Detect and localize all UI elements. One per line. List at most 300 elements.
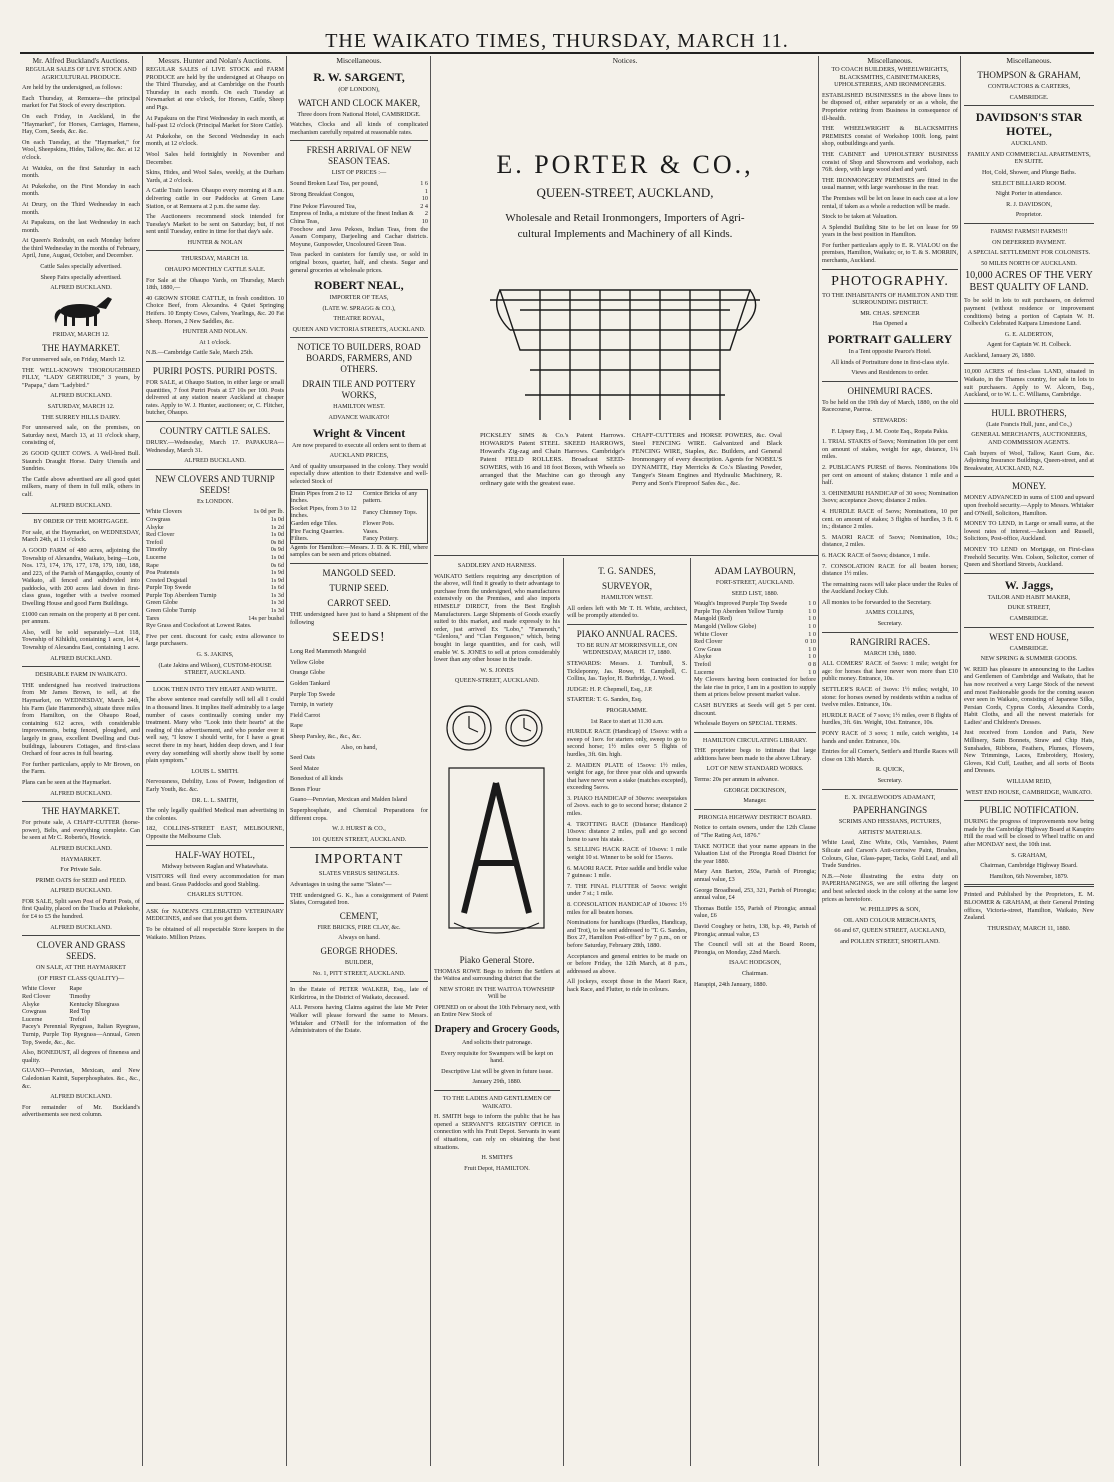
table-row: Lucerne 1s 0d [146, 553, 284, 561]
ad-text: Five per cent. discount for cash; extra allowance to large purchasers. [146, 632, 284, 648]
ad-text: Always on hand. [338, 934, 380, 942]
ad-text: THOMAS ROWE Begs to inform the Settlers at the Waitoa and surrounding district that the [434, 967, 560, 983]
ad-text: MR. CHAS. SPENCER [860, 309, 920, 317]
ad-text: On each Tuesday, at the "Haymarket," for Wool, Sheepskins, Hides, Tallow, &c. &c. at 12 o'clock. [22, 138, 140, 161]
imprint: Printed and Published by the Proprietors, E. M. BLOOMER & GRAHAM, at their General Printing offices, Victoria-street, Hamilton, Waikato, New Zealand. [964, 891, 1094, 922]
list-item: Bonedust of all kinds [290, 775, 343, 783]
ad-text: H. SMITH begs to inform the public that he has opened a SERVANT'S REGISTRY OFFICE in connection with his Fruit Depot. Servants in want of situations, can rely on obtaining the best situations. [434, 1113, 560, 1151]
ad-text: GENERAL MERCHANTS, AUCTIONEERS, AND COMMISSION AGENTS. [971, 431, 1087, 447]
ad-text: Three doors from National Hotel, CAMBRIDGE. [297, 110, 421, 118]
porter-right-list [632, 432, 782, 552]
ad-heading: CARROT SEED. [327, 597, 391, 608]
ad-text: Teas packed in canisters for family use, or sold in original boxes, quarter, half, and chests. Sugar and general groceries at wholesale prices. [290, 251, 428, 274]
ad-text: Each Thursday, at Remuera—the principal market for Fat Stock of every description. [22, 94, 140, 110]
ad-text: FIRE BRICKS, FIRE CLAY, &c. [317, 923, 401, 931]
ad-text: Harapipi, 24th January, 1880. [694, 980, 768, 988]
ad-heading: RANGIRIRI RACES. [849, 636, 930, 647]
ad-text: Wool Sales held fortnightly in November and December. [146, 150, 284, 166]
ad-text: HAMILTON WEST. [333, 403, 385, 411]
ad-heading: CLOVER AND GRASS SEEDS. [36, 940, 126, 962]
table-row: Alsyke Kentucky Bluegrass [22, 1000, 120, 1008]
ad-heading: PAPERHANGINGS [852, 805, 928, 816]
ad-text: In the Estate of PETER WALKER, Esq., late of Kirikiriroa, in the District of Waikato, deceased. [290, 986, 428, 1001]
ad-text: SLATES VERSUS SHINGLES. [318, 870, 400, 878]
tea-price-table [290, 180, 428, 226]
ad-text: Stock to be taken at Valuation. [822, 213, 898, 221]
ad-text: DRURY.—Wednesday, March 17. PAPAKURA—Wednesday, March 31. [146, 438, 284, 454]
ad-heading: ADAM LAYBOURN, [714, 566, 796, 576]
ad-text: IMPORTER OF TEAS, [329, 294, 389, 302]
ad-signature: R. J. DAVIDSON, [1006, 200, 1052, 208]
ad-text: DURING the progress of improvements now being made by the Cambridge Highway Board at Karapiro Hill the road will be closed to Wheel traffic on and after MONDAY next, the 10th inst. [964, 818, 1094, 848]
ad-signature: HUNTER AND NOLAN. [182, 328, 248, 336]
ad-text: ALL COMERS' RACE of 5sovs: 1 mile; weight for age: for horses that have never won more than £10 public money. Entrance, 10s. [822, 660, 958, 683]
ad-text: Plans can be seen at the Haymarket. [22, 778, 112, 786]
table-row: Alsyke 1s 2d [146, 523, 284, 531]
list-item: Golden Tankard [290, 679, 330, 687]
ad-text: 26 GOOD QUIET COWS. A Well-bred Bull. Staunch Draught Horse. Dairy Utensils and Sundries. [22, 449, 140, 473]
ad-heading: W. Jaggs, [1004, 577, 1054, 592]
porter-ad-rule [434, 555, 818, 556]
ad-signature: ALFRED BUCKLAND. [50, 654, 112, 662]
ad-text: 4. TROTTING RACE (Distance Handicap) 10sovs: distance 2 miles, pull and go second horse to save his stake. [567, 820, 687, 843]
ad-text: At 1 o'clock. [199, 338, 231, 346]
ad-heading: T. G. SANDES, [598, 566, 656, 576]
ad-heading: NEW CLOVERS AND TURNIP SEEDS! [155, 473, 275, 495]
ad-text: THE WELL-KNOWN THOROUGHBRED FILLY, "LADY GERTRUDE," 3 years, by "Papapa," dam "Ladybird." [22, 366, 140, 389]
ad-text: WAIKATO Settlers requiring any description of the above, will find it greatly to their advantage to purchase from the undersigned, who manufactures extensively on the Premises, and also imports HIMSELF DIRECT, from the Best English Manufacturers. Large Shipments of Goods exactly suited to this market, and made expressly to his order, just arrived Ex "Lobo," "Famenoth," "Glenlora," and "Clan Fergusson," which, being bought in large quantities, and for cash, will enable W. S. JONES to sell at prices considerably lower than any other house in the trade. [434, 572, 560, 664]
ad-heading: NOTICE TO BUILDERS, ROAD BOARDS, FARMERS, AND OTHERS. [297, 342, 421, 375]
ad-text: White Lead, Zinc White, Oils, Varnishes, Patent Silicate and Carson's Anti-corrosive Paint, Brushes, Colours, Glue, Glass-paper, Tacks, Gold Leaf, and all Trade Sundries. [822, 839, 958, 870]
ad-text: PRIME OATS for SEED and FEED. [35, 876, 127, 884]
ad-text: The Auctioneers recommend stock intended for Tuesday's Market to be sent on Saturday; but, if not sent until Tuesday, entire in time for that day's sale. [146, 213, 284, 236]
column-heading: Miscellaneous. [1006, 56, 1052, 65]
ad-text: Advantages in using the same "Slates"— [290, 881, 392, 889]
ad-text: ON DEFERRED PAYMENT. [992, 238, 1066, 246]
ad-signature: ALFRED BUCKLAND. [50, 284, 112, 292]
ad-heading: THOMPSON & GRAHAM, [977, 70, 1081, 80]
list-item: Seed Maize [290, 764, 320, 772]
column-rule [286, 56, 287, 1466]
ad-text: CONTRACTORS & CARTERS, [987, 83, 1071, 90]
ad-text: SELECT BILLIARD ROOM. [991, 179, 1067, 187]
ad-text: Has Opened a [872, 320, 908, 328]
ad-heading: FRESH ARRIVAL OF NEW SEASON TEAS. [306, 145, 412, 167]
table-row: Poa Pratensis 1s 9d [146, 569, 284, 577]
ad-signature: CHARLES SUTTON. [187, 891, 243, 899]
ad-text: 101 QUEEN STREET, AUCKLAND. [311, 835, 407, 843]
ad-text: Chairman. [742, 969, 768, 977]
table-row: Red Clover 1s 0d [146, 531, 284, 539]
ad-text: 40 GROWN STORE CATTLE, in fresh condition. 10 Choice Beef, from Alexandra. 4 Quiet Springing Heifers. 10 Empty Cows, Calves, Yearlings, &c. 20 Fat Sheep. Horses, 2 New Saddles, &c. [146, 294, 284, 325]
list-item: Orange Globe [290, 669, 325, 677]
ad-text: HURDLE RACE of 7 sovs; 1½ miles, over 8 flights of hurdles, 3ft. 6in. Weight, 10st. Entrance, 10s. [822, 711, 958, 727]
list-item: Long Red Mammoth Mangold [290, 648, 366, 656]
ad-text: 2. MAIDEN PLATE of 15sovs: 1½ miles, weight for age, for three year olds and upwards that have never won a stake (matches excepted), exceeding 5sovs. [567, 761, 687, 792]
pottery-table [290, 489, 428, 544]
ad-text: NEW STORE IN THE WAITOA TOWNSHIP Will be [439, 985, 555, 1001]
column-1 [22, 66, 140, 1476]
ad-heading: PIAKO ANNUAL RACES. [576, 628, 678, 639]
ad-text: 5. SELLING HACK RACE of 10sovs: 1 mile weight 10 st. Winner to be sold for 15sovs. [567, 846, 687, 862]
list-item: Rape [290, 722, 303, 730]
table-row: Mangold (Red) 1 0 [694, 615, 816, 623]
ad-text: Nominations for handicaps (Hurdles, Handicap, and Trot), to be sent addressed to "T. G. Sandes, Box 27, Hamilton Post-office" by 7 p.m., on or before Saturday, February 28th, 1880. [567, 919, 687, 949]
ad-text: THEATRE ROYAL, [333, 315, 385, 323]
ad-text: ON SALE, AT THE HAYMARKET [35, 964, 127, 972]
ad-heading: DAVIDSON'S STAR HOTEL, [975, 110, 1083, 139]
ad-heading: LOOK THEN INTO THY HEART AND WRITE. [152, 685, 278, 693]
ad-text: OIL AND COLOUR MERCHANTS, [843, 916, 937, 924]
table-row: Tares 14s per bushel [146, 614, 284, 622]
ad-heading: Wright & Vincent [312, 425, 406, 440]
table-row: Crested Dogstail 1s 9d [146, 576, 284, 584]
ad-text: 2. PUBLICAN'S PURSE of 8sovs. Nominations 10s per cent on amount of stakes; distance 1 mile and a half. [822, 463, 958, 487]
ad-text: Wholesale Buyers on SPECIAL TERMS. [694, 720, 797, 728]
table-row: Drain Pipes from 2 to 12 inches. Cornice Bricks of any pattern. [291, 489, 418, 505]
table-row: Trefoil 0s 8d [146, 538, 284, 546]
ad-text: Terms: 20s per annum in advance. [694, 776, 779, 784]
ad-text: WEST END HOUSE, CAMBRIDGE, WAIKATO. [966, 788, 1092, 796]
ad-text: Rye Grass and Cocksfoot at Lowest Rates. [146, 622, 252, 630]
ad-text: 1. TRIAL STAKES of 5sovs; Nomination 10s per cent on amount of stakes, weight for age, distance, 1¼ miles. [822, 438, 958, 461]
ad-heading: ROBERT NEAL, [314, 278, 404, 293]
ad-heading: R. W. SARGENT, [313, 70, 405, 84]
ad-text: Agent for Captain W. H. Colbeck. [986, 341, 1072, 349]
table-row: Red Clover 0 10 [694, 638, 816, 646]
ad-text: THE WHEELWRIGHT & BLACKSMITHS PREMISES consist of Workshop 100ft. long, paint shop, outbuildings and yards. [822, 125, 958, 148]
ad-text: Notice to certain owners, under the 12th Clause of "The Rating Act, 1876." [694, 824, 816, 840]
ad-text: STEWARDS: [872, 417, 908, 424]
ad-text: £1000 can remain on the property at 8 per cent. per annum. [22, 610, 140, 626]
ad-heading: SEEDS! [332, 630, 386, 646]
ad-text: My Clovers having been contracted for before the late rise in price, I am in a position to supply them at prices below present market value. [694, 676, 816, 699]
ad-text: Auckland, January 26, 1880. [964, 351, 1036, 359]
ad-text: Also, will be sold separately—Lot 118, Township of Kihikihi, containing 1 acre, lot 4, Township of Alexandra East, containing 1 acre. [22, 628, 140, 652]
ad-date: FRIDAY, MARCH 12. [52, 331, 110, 339]
ad-text: And solicits their patronage. [461, 1039, 533, 1047]
ad-signature: W. J. HURST & CO., [332, 825, 386, 833]
column-8 [964, 66, 1094, 1476]
ad-text: For further particulars apply to E. R. VIALOU on the premises, Hamilton, Waikato; or, to T. & S. MORRIN, merchants, Auckland. [822, 241, 958, 265]
ad-text: 50 MILES NORTH OF AUCKLAND. [981, 259, 1077, 267]
ad-heading: OHAUPO MONTHLY CATTLE SALE. [164, 266, 266, 274]
list-item: Purple Top Swede [290, 690, 336, 698]
ad-heading: Piako General Store. [459, 954, 535, 965]
ad-text: ESTABLISHED BUSINESSES in the above lines to be disposed of, either separately or as a whole, the Proprietor retiring from Business in consequence of ill-health. [822, 91, 958, 122]
ad-text: The Cattle above advertised are all good quiet milkers, many of them in full milk, others in calf. [22, 475, 140, 498]
table-row: Socket Pipes, from 3 to 12 inches. Fancy Chimney Tops. [291, 504, 418, 520]
list-item: Superphosphate, and Chemical Preparations for different crops. [290, 807, 428, 822]
list-item: Field Carrot [290, 711, 321, 719]
ad-text: MONEY TO LEND, in Large or small sums, at the lowest rates of interest.—Jackson and Russell, Solicitors, Post-office, Auckland. [964, 520, 1094, 543]
column-rule [960, 56, 961, 1466]
ad-text: Proprietor. [1015, 211, 1043, 219]
table-row: Filters. Fancy Pottery. [291, 535, 399, 543]
column-2 [146, 66, 284, 1476]
table-row: Fire Facing Quarries. Vases. [291, 527, 379, 535]
ad-text: (Late Jakins and Wilson), CUSTOM-HOUSE STREET, AUCKLAND. [158, 661, 272, 677]
ad-text: All orders left with Mr T. H. White, architect, will be promptly attended to. [567, 604, 687, 620]
ad-text: Hamilton, 6th November, 1879. [989, 872, 1069, 880]
ad-heading: HALF-WAY HOTEL, [175, 849, 255, 860]
ad-text: STEWARDS: Messrs. J. Turnbull, S. Tickleponny, Jas. Rowe, H. Campbell, C. Collins, Jas. Taylor, H. Burbridge, J. Wood. [567, 659, 687, 683]
ad-text: For unreserved sale, on Friday, March 12. [22, 356, 126, 364]
ad-heading: PHOTOGRAPHY. [831, 273, 949, 289]
column-7 [822, 66, 958, 1476]
ad-text: FORT-STREET, AUCKLAND. [715, 579, 795, 586]
seed-price-table [694, 600, 816, 676]
ad-heading: PIRONGIA HIGHWAY DISTRICT BOARD. [698, 813, 812, 821]
ad-text: TAILOR AND HABIT MAKER, [987, 593, 1071, 601]
ad-heading: PURIRI POSTS. PURIRI POSTS. [152, 366, 278, 376]
table-row: Empress of India, a mixture of the finest Indian & China Teas, 2 10 [290, 210, 428, 225]
table-row: White Clovers 1s 0d per lb. [146, 508, 284, 516]
ad-text: Ex LONDON. [196, 497, 234, 505]
ad-text: For sale, at the Haymarket, on WEDNESDAY, March 24th, at 11 o'clock. [22, 528, 140, 544]
table-row: Strong Breakfast Congou, 1 10 [290, 187, 428, 203]
ad-text: QUEEN-STREET, AUCKLAND. [454, 677, 540, 685]
horse-illustration [22, 295, 140, 329]
ad-signature: HUNTER & NOLAN [187, 238, 243, 246]
harrow-illustration [480, 270, 770, 430]
ad-text: At Papakura, on the last Wednesday in each month. [22, 219, 140, 234]
ad-text: THE CABINET and UPHOLSTERY BUSINESS consist of Shop and Showroom and workshop, each 76ft. deep, with large wood shed and yard. [822, 150, 958, 174]
ad-heading: COUNTRY CATTLE SALES. [159, 425, 271, 436]
column-rule [430, 56, 431, 1466]
column-3 [290, 66, 428, 1476]
ad-text: FOR SALE, at Ohaupo Station, in either large or small quantities, 7 foot Puriri Posts at £7 10s per 100. Posts delivered at any station nearer Auckland at cheaper rates. Apply to W. J. Hunter, auctioneer; or, C. Flitcher, butcher, Ohaupo. [146, 379, 284, 417]
column-heading: Miscellaneous. [867, 56, 913, 65]
ad-heading: TO COACH BUILDERS, WHEELWRIGHTS, BLACKSMITHS, CABINETMAKERS, UPHOLSTERERS, AND IRONMONGERS. [831, 66, 949, 89]
column-5 [567, 562, 687, 1466]
ad-text: 4. HURDLE RACE of 5sovs; Nominations, 10 per cent. on amount of stakes; 3 flights of hurdles, 3 ft. 6 in.; distance 2 miles. [822, 507, 958, 531]
ad-heading: OHINEMURI RACES. [847, 385, 933, 396]
ad-signature: W. S. JONES [480, 666, 514, 674]
ad-text: (OF LONDON), [338, 86, 380, 93]
ad-text: 5. MAORI RACE of 5sovs; Nomination, 10s.; distance, 2 miles. [822, 533, 958, 549]
ad-text: W. REID has pleasure in announcing to the Ladies and Gentlemen of Cambridge and Waikato, that he has now received a very Large Stock of the newest and most Fashionable goods for the coming season ever seen in Waikato, consisting of Japanese Silks, Persian Cords, Cyprus Cords, Alexandra Cords, Habit Cloths, and all the newest materials for Ladies' and Children's Dresses. [964, 665, 1094, 726]
ad-text: Fruit Depot, HAMILTON. [464, 1164, 530, 1172]
ad-text: THE undersigned have just to hand a Shipment of the following [290, 610, 428, 626]
ad-text: George Broadhead, 253, 321, Parish of Pirongia; annual value, £4 [694, 886, 816, 902]
ad-text: The Council will sit at the Board Room, Pirongia, on Monday, 22nd March. [694, 941, 816, 956]
imprint-date: THURSDAY, MARCH 11, 1880. [987, 924, 1071, 932]
ad-text: 8. CONSOLATION HANDICAP of 10sovs: 1½ miles for all beaten horses. [567, 901, 687, 916]
ad-text: Are held by the undersigned, as follows: [22, 84, 123, 92]
ad-signature: ALFRED BUCKLAND. [184, 457, 246, 465]
ad-heading: PUBLIC NOTIFICATION. [979, 805, 1079, 816]
ad-text: OPENED on or about the 10th February next, with an Entire New Stock of [434, 1003, 560, 1019]
ad-text: The Premises will be let on lease in each case at a low rental, if taken as a whole a reduction will be made. [822, 194, 958, 210]
porter-line2: cultural Implements and Machinery of all Kinds. [517, 228, 733, 240]
ad-text: For further particulars, apply to Mr Brown, on the Farm. [22, 760, 140, 776]
ad-text: 3. OHINEMURI HANDICAP of 30 sovs; Nomination 3sovs; acceptance 2sovs; distance 2 miles. [822, 489, 958, 505]
ad-text: THE proprietor begs to intimate that large additions have been made to the above Library. [694, 747, 816, 762]
column-heading: Messrs. Hunter and Nolan's Auctions. [158, 56, 272, 65]
ad-text: F. Lipsey Esq., J. M. Coote Esq., Ropata Pakia. [831, 427, 949, 435]
ad-text: 3. PIAKO HANDICAP of 30sovs: sweepstakes of 2sovs. each to go to second horse; distance 2 miles. [567, 794, 687, 818]
ad-text: Midway between Raglan and Whatawhata. [161, 862, 269, 870]
ad-text: MONEY TO LEND on Mortgage, on First-class Freehold Security. Wm. Colson, Solicitor, corner of Queen and Shortland Streets, Auckland. [964, 545, 1094, 569]
ad-text: 6. HACK RACE of 5sovs; distance, 1 mile. [822, 551, 930, 559]
ad-heading: DESIRABLE FARM IN WAIKATO. [35, 671, 127, 679]
ad-text: At Pukekohe, on the Second Wednesday in each month, at 12 o'clock. [146, 132, 284, 148]
ad-text: 10,000 ACRES of first-class LAND, situated in Waikato, in the Thames country, for sale in lots to suit purchasers. Apply to W. Alcorn, Esq., Auckland, or to W. L. C. Williams, Cambridge. [964, 368, 1094, 399]
ad-text: All jockeys, except those in the Maori Race, hack Race, and Flutter, to ride in colours. [567, 978, 687, 993]
ad-heading: PROGRAMME. [606, 706, 648, 714]
ad-text: Acceptances and general entries to be made on or before Friday, the 12th March, at 8 p.m., addressed as above. [567, 952, 687, 975]
ad-heading: MANGOLD SEED. [322, 567, 396, 578]
column-6 [694, 562, 816, 1466]
ad-text: 7. THE FINAL FLUTTER of 5sovs: weight under 7 st.; 1 mile. [567, 882, 687, 898]
porter-left-list [480, 432, 625, 552]
ad-text: 66 and 67, QUEEN STREET, AUCKLAND, [834, 927, 946, 935]
table-row: Purple Top Aberdeen Yellow Turnip 1 0 [694, 607, 816, 615]
ad-text: LOT OF NEW STANDARD WORKS. [706, 765, 804, 773]
ad-text: ARTISTS' MATERIALS. [858, 828, 922, 836]
table-row: White Clover Rape [22, 985, 83, 993]
ad-text: January 29th, 1880. [472, 1078, 522, 1086]
ad-text: N.B.—Cambridge Cattle Sale, March 25th. [146, 349, 254, 357]
ad-heading: DRAIN TILE AND POTTERY WORKS, [302, 379, 416, 401]
ad-text: Manager. [743, 797, 767, 805]
ad-text: Secretary. [877, 620, 903, 628]
ad-text: MARCH 13th, 1880. [863, 649, 917, 657]
ad-date: SATURDAY, MARCH 12. [47, 403, 115, 410]
ad-text: (OF FIRST CLASS QUALITY)— [37, 974, 125, 982]
table-row: Sound Broken Leaf Tea, per pound, 1 6 [290, 179, 428, 187]
list-item: Sheep Parsley, &c., &c., &c. [290, 732, 362, 740]
ad-text: MONEY ADVANCED in sums of £100 and upward upon freehold security.—Apply to Messrs. Whitaker and O'Neill, Solicitors, Hamilton. [964, 494, 1094, 517]
ad-text: And of quality unsurpassed in the colony. They would especially draw attention to their Extensive and well-selected Stock of [290, 462, 428, 486]
ad-text: To be obtained of all respectable Store keepers in the Waikato. Million Prizes. [146, 926, 284, 941]
ad-text: CAMBRIDGE. [1009, 93, 1049, 101]
ad-text: THE undersigned G. K., has a consignment of Patent Slates, Corrugated Iron. [290, 891, 428, 907]
ad-text: A SPECIAL SETTLEMENT FOR COLONISTS. [967, 249, 1091, 257]
ad-text: On each Friday, in Auckland, in the "Haymarket", for Horses, Carriages, Harness, Hay, Corn, Seeds, &c. &c. [22, 112, 140, 136]
ad-signature: W. PHILLIPPS & SON, [859, 906, 921, 914]
ad-text: 7. CONSOLATION RACE for all beaten horses; distance 1½ miles. [822, 562, 958, 578]
ad-text: 10,000 ACRES OF THE VERY BEST QUALITY OF LAND. [965, 270, 1093, 294]
ad-text: Every requisite for Swampers will be kept on hand. [440, 1049, 554, 1065]
masthead-rule [20, 52, 1094, 54]
ad-heading: REGULAR SALES OF LIVE STOCK AND AGRICULTURAL PRODUCE. [25, 66, 137, 81]
ad-text: PONY RACE of 3 sovs; 1 mile, catch weights, 14 hands and under. Entrance, 10s. [822, 730, 958, 745]
ad-text: At Pukekohe, on the First Monday in each month. [22, 182, 140, 198]
ad-signature: G. S. JAKINS, [196, 651, 234, 659]
ad-text: Hot, Cold, Shower, and Plunge Baths. [981, 168, 1077, 176]
ad-signature: R. QUICK, [875, 766, 905, 774]
ad-text: 182, COLLINS-STREET EAST, MELBOURNE, Opposite the Melbourne Club. [146, 825, 284, 840]
ad-text: Cash buyers of Wool, Tallow, Kauri Gum, &c. Adjoining Insurance Buildings, Queen-street, and at Breakwater, AUCKLAND, N.Z. [964, 449, 1094, 472]
ad-signature: ALFRED BUCKLAND. [50, 887, 112, 895]
ad-heading: HAYMARKET. [60, 855, 102, 863]
ad-heading: IMPORTANT [314, 852, 404, 868]
ad-signature: GEORGE DICKINSON, [723, 786, 787, 794]
ad-text: Secretary. [877, 776, 903, 784]
table-row: Trefoil 0 8 [694, 660, 816, 668]
ad-text: TO BE RUN AT MORRINSVILLE, ON WEDNESDAY, MARCH 17, 1880. [576, 641, 678, 657]
seed-price-table [146, 508, 284, 622]
ad-text: In a Tent opposite Pearce's Hotel. [848, 348, 932, 356]
ad-text: ASK for NADEN'S CELEBRATED VETERINARY MEDICINES, and see that you get them. [146, 907, 284, 923]
column-rule [818, 56, 819, 1466]
list-item: Turnip, in variety [290, 701, 334, 709]
ad-text: CHAFF-CUTTERS and HORSE POWERS, &c. Oval Steel FENCING WIRE. Galvanized and Black FENCING WIRE, Staples, &c. Builders, and General Ironmongery of every description. Agents for NOBEL'S DYNAMITE, Hay Merricks & Co.'s Blasting Powder, Tangye's Steam Engines and Hydraulic Machinery, R. Perry and Son's Fireproof Safes &c., &c. [632, 432, 782, 487]
table-row: Cowgrass 1s 0d [146, 515, 284, 523]
table-row: Fine Pekoe Flavoured Tea, 2 4 [290, 202, 428, 210]
ad-text: Skins, Hides, and Wool Sales, weekly, at the Durham Yards, at 2 o'clock. [146, 169, 284, 184]
ad-text: At Drury, on the Third Wednesday in each month. [22, 200, 140, 216]
ad-signature: ALFRED BUCKLAND. [50, 392, 112, 400]
column-heading: Miscellaneous. [336, 56, 382, 65]
ad-text: TO THE INHABITANTS OF HAMILTON AND THE SURROUNDING DISTRICT. [822, 291, 958, 307]
ad-text: For unreserved sale, on the premises, on Saturday next, March 13, at 11 o'clock sharp, consisting of, [22, 424, 140, 447]
ad-heading: HULL BROTHERS, [991, 407, 1067, 418]
ad-heading: PORTRAIT GALLERY [827, 332, 953, 347]
ad-signature: ALFRED BUCKLAND. [50, 923, 112, 931]
seed-table [22, 985, 140, 1023]
column-heading: Mr. Alfred Buckland's Auctions. [32, 56, 130, 65]
porter-ad [434, 150, 816, 242]
ad-heading: CEMENT, [339, 910, 379, 921]
alexander-watch-illustration [434, 688, 560, 948]
list-item: Guano—Peruvian, Mexican and Malden Island [290, 796, 408, 804]
ad-text: 6. MAORI RACE. Prize saddle and bridle value 7 guineas: 1 mile. [567, 864, 687, 880]
ad-text: (LATE W. SPRAGG & CO.), [322, 304, 396, 312]
ad-text: PICKSLEY SIMS & Co.'s Patent Harrows. HOWARD'S Patent STEEL SKEED HARROWS, Howard's Zig-zag and Chain Harrows. Cambridge's Patent FIELD ROLLERS. Broadcast SEED-SOWERS, with 16 and 18 foot Boxes, with Wheels so arranged that the Machine can go through any ordinary gate with the greatest ease. [480, 432, 625, 487]
ad-text: ADVANCE WAIKATO! [328, 414, 390, 422]
ad-signature: ISAAC HODGSON, [729, 959, 781, 967]
ad-text: The above sentence read carefully will tell all I could in a thousand lines. It implies itself admirably to a large number of cases continually coming under my treatment. Many who "Look into their hearts" at the reading of this advertisement, and who ponder over it well say, "I know I should write, for I have a great secret there in my heart, hidden deep down, and I fear every day something will shortly show itself by some plain symptom." [146, 696, 284, 765]
ad-heading: THE SURREY HILLS DAIRY. [41, 413, 121, 421]
ad-text: Sheep Fairs specially advertised. [40, 273, 122, 281]
column-heading: Notices. [612, 56, 638, 65]
ad-text: and POLLEN STREET, SHORTLAND. [840, 937, 940, 945]
table-row: Garden edge Tiles. Flower Pots. [291, 520, 395, 527]
ad-heading: TO THE LADIES AND GENTLEMEN OF WAIKATO. [442, 1095, 552, 1110]
ad-date: THURSDAY, MARCH 18. [181, 255, 249, 263]
ad-text: NEW SPRING & SUMMER GOODS. [980, 655, 1078, 663]
ad-text: For private sale, A CHAFF-CUTTER (horse-power), Belts, and everything complete. Can be seen at Mr C. Roberts's, Howick. [22, 819, 140, 842]
ad-text: All kinds of Portraiture done in first-class style. [831, 358, 949, 366]
ad-text: At Queen's Redoubt, on each Monday before the third Wednesday in the months of February, April, June, August, October, and December. [22, 237, 140, 260]
ad-text: STARTER: T. G. Sandes, Esq. [567, 696, 643, 704]
ad-text: JUDGE: H. P. Chepmell, Esq., J.P. [567, 685, 653, 693]
ad-signature: ALFRED BUCKLAND. [50, 501, 112, 509]
ad-heading: FARMS! FARMS!! FARMS!!! [990, 227, 1068, 235]
table-row: Red Clover Timothy [22, 993, 91, 1001]
porter-line1: Wholesale and Retail Ironmongers, Importers of Agri- [505, 212, 745, 224]
ad-text: Nervousness, Debility, Loss of Power, Indigestion of Early Youth, &c. &c. [146, 778, 284, 793]
ad-text: (Late Francis Hull, junr., and Co.,) [986, 420, 1072, 428]
ad-signature: H. SMITH'S [481, 1154, 513, 1162]
ad-text: Views and Residences to order. [851, 369, 929, 377]
masthead: THE WAIKATO TIMES, THURSDAY, MARCH 11. [325, 30, 789, 52]
ad-text: FAMILY AND COMMERCIAL APARTMENTS, EN SUITE. [967, 150, 1091, 166]
ad-text: DUKE STREET, [1007, 604, 1051, 612]
ad-text: Are now prepared to execute all orders sent to them at [291, 441, 426, 449]
ad-text: Mary Ann Barton, 293a, Parish of Pirongia; annual value, £3 [694, 868, 816, 883]
ad-text: Thomas Buttle 155, Parish of Pirongia; annual value, £6 [694, 904, 816, 920]
ad-text: Cattle Sales specially advertised. [40, 263, 122, 271]
ad-heading: WATCH AND CLOCK MAKER, [297, 97, 420, 108]
ad-text: SETTLER'S RACE of 3sovs: 1½ miles; weight, 10 stone: for horses owned by residents within a radius of twelve miles. Entrance, 10s. [822, 686, 958, 709]
ad-text: GUANO—Peruvian, Mexican, and New Caledonian Kainit, Superphosphates. &c., &c., &c. [22, 1067, 140, 1090]
ad-text: Also, on hand, [340, 743, 378, 751]
ad-text: A Cattle Train leaves Ohaupo every morning at 8 a.m. delivering cattle in our Paddocks at Green Lane Station, or at Remuera at 2 p.m. the same day. [146, 187, 284, 210]
